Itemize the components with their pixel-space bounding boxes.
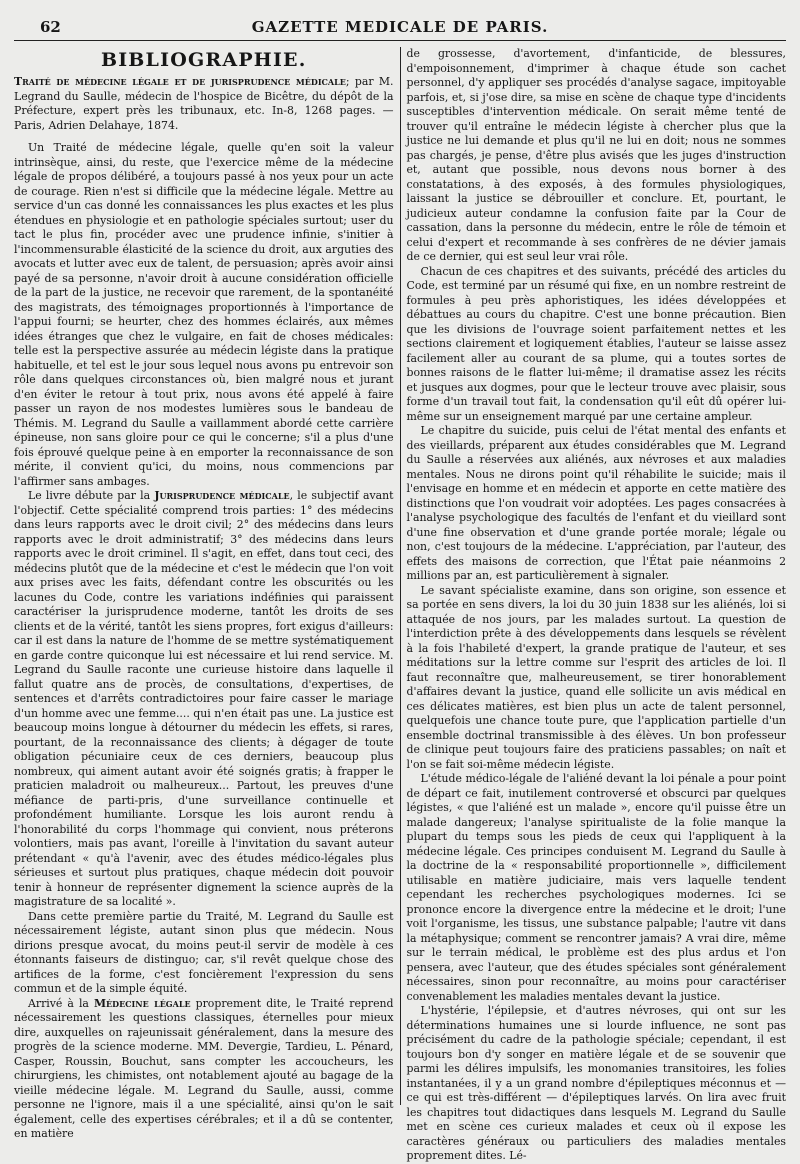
paragraph: Le livre débute par la Jurisprudence médicale, le subjectif avant l'objectif. Cette spécialité comprend trois parties: 1° des médecins dans leurs rapports avec le droit civil; 2° des médecins dans leurs rapports avec le droit administratif; 3° des médecins dans leurs rapports avec le droit criminel. Il s'agit, en effet, dans tout ceci, des médecins plutôt que de la médecine et c'est le médecin que l'on voit aux prises avec les faits, défendant contre les obscurités ou les lacunes du Code, contre les variations indéfinies qui paraissent caractériser la jurisprudence moderne, tantôt les droits de ses clients et de la vérité, tantôt les siens propres, fort exigus d'ailleurs: car il est dans la nature de l'homme de se mettre systématiquement en garde contre quiconque lui est nécessaire et lui rend service. M. Legrand du Saulle raconte une curieuse histoire dans laquelle il fallut quatre ans de procès, de consultations, d'expertises, de sentences et d'arrêts contradictoires pour faire casser le mariage d'un homme avec une femme.... qui n'en était pas une. La justice est beaucoup moins longue à détourner du médecin les effets, si rares, pourtant, de la reconnaissance des clients; à dégager de toute obligation pécuniaire ceux de ces derniers, beaucoup plus nombreux, qui aiment autant avoir été soignés gratis; à frapper le praticien maladroit ou malheureux... Partout, les preuves d'une méfiance de parti-pris, d'une surveillance continuelle et profondément humiliante. Lorsque les lois auront rendu à l'honorabilité du corps l'hommage qui convient, nous préterons volontiers, mais pas avant, l'oreille à l'invitation du savant auteur prétendant « qu'à l'avenir, avec des études médico-légales plus sérieuses et surtout plus pratiques, chaque médecin doit pouvoir tenir à honneur de représenter dignement la science auprès de la magistrature de sa localité ». [14, 489, 394, 908]
bibliographic-reference [14, 75, 394, 133]
paragraph: Chacun de ces chapitres et des suivants, précédé des articles du Code, est terminé par un résumé qui fixe, en un nombre restreint de formules à peu près aphoristiques, les idées développées et débattues au cours du chapitre. C'est une bonne précaution. Bien que les divisions de l'ouvrage soient parfaitement nettes et les sections clairement et logiquement établies, l'auteur se laisse assez facilement aller au courant de sa plume, qui a toutes sortes de bonnes raisons de le flatter lui-même; il dramatise assez les récits et jusques aux dogmes, pour que le lecteur trouve avec plaisir, sous forme d'un travail tout fait, la condensation qu'il eût dû opérer lui-même sur un enseignement marqué par une certaine ampleur. [406, 264, 786, 423]
paragraph: L'étude médico-légale de l'aliéné devant la loi pénale a pour point de départ ce fait, inutilement controversé et obscurci par quelques légistes, « que l'aliéné est un malade », encore qu'il puisse être un malade dangereux; l'analyse spiritualiste de la folie manque la plupart du temps sous les pieds de ceux qui l'appliquent à la médecine légale. Ces principes conduisent M. Legrand du Saulle à la doctrine de la « responsabilité proportionnelle », difficilement utilisable en matière judiciaire, mais vers laquelle tendent cependant les recherches psychologiques modernes. Ici se prononce encore la divergence entre la médecine et le droit; l'une voit l'organisme, les tissus, une substance palpable; l'autre vit dans la métaphysique; comment se rencontrer jamais? A vrai dire, même sur le terrain médical, le problème est des plus ardus et l'on pensera, avec l'auteur, que des études spéciales sont généralement nécessaires, sinon pour reconnaître, au moins pour caractériser convenablement les maladies mentales devant la justice. [406, 772, 786, 1003]
paragraph: Dans cette première partie du Traité, M. Legrand du Saulle est nécessairement légiste, autant sinon plus que médecin. Nous dirions presque avocat, du moins peut-il servir de modèle à ces étonnants faiseurs de distinguo; car, s'il revêt quelque chose des artifices de la forme, c'est foncièrement l'expression du sens commun et de la simple équité. [14, 909, 394, 995]
paragraph: Le savant spécialiste examine, dans son origine, son essence et sa portée en sens divers, la loi du 30 juin 1838 sur les aliénés, loi si attaquée de nos jours, par les malades surtout. La question de l'interdiction prête à des développements dans lesquels se révèlent à la fois l'habileté d'expert, la grande pratique de l'auteur, et ses méditations sur la lettre comme sur l'esprit des articles de loi. Il faut reconnaître que, malheureusement, se tirer honorablement d'affaires devant la justice, quand elle sollicite un avis médical en ces délicates matières, est bien plus un acte de talent personnel, quelquefois une chance toute pure, que l'application partielle d'un ensemble doctrinal transmissible à des élèves. Un bon professeur de clinique peut toujours faire des praticiens passables; on naît et l'on se fait soi-même médecin légiste. [406, 583, 786, 771]
paragraph: de grossesse, d'avortement, d'infanticide, de blessures, d'empoisonnement, d'imprimer à chaque étude son cachet personnel, d'y appliquer ses procédés d'analyse sagace, impitoyable parfois, et, si j'ose dire, sa mise en scène de chaque type d'incidents susceptibles d'intervention médicale. On serait même tenté de trouver qu'il entraîne le médecin légiste à chercher plus que la justice ne lui demande et plus qu'il ne lui en doit; nous ne sommes pas chargés, je pense, d'être plus avisés que les juges d'instruction et, autant que possible, nous devons nous borner à des constatations, à des exposés, à des formules physiologiques, laissant la justice se débrouiller et conclure. Et, pourtant, le judicieux auteur condamne la confusion faite par la Cour de cassation, dans la personne du médecin, entre le rôle de témoin et celui d'expert et recommande à ses confrères de ne dévier jamais de ce dernier, qui est seul leur vrai rôle. [406, 47, 786, 263]
page-number: 62 [40, 18, 61, 36]
text-columns [14, 47, 786, 1162]
paragraph: Arrivé à la Médecine légale proprement dite, le Traité reprend nécessairement les questions classiques, éternelles pour mieux dire, auxquelles on rajeunissait généralement, dans la mesure des progrès de la science moderne. MM. Devergie, Tardieu, L. Pénard, Casper, Roussin, Bouchut, sans compter les accoucheurs, les chirurgiens, les chimistes, ont notablement ajouté au bagage de la vieille médecine légale. M. Legrand du Saulle, aussi, comme personne ne l'ignore, mais il a une spécialité, ainsi qu'on le sait également, celle des expertises cérébrales; et il a dû se contenter, en matière [14, 996, 394, 1140]
paragraph: L'hystérie, l'épilepsie, et d'autres névroses, qui ont sur les déterminations humaines une si lourde influence, ne sont pas précisément du cadre de la pathologie spéciale; cependant, il est toujours bon d'y songer en matière légale et de se souvenir que parmi les délires impulsifs, les monomanies transitoires, les folies instantanées, il y a un grand nombre d'épileptiques méconnus et — ce qui est très-différent — d'épileptiques larvés. On lira avec fruit les chapitres tout didactiques dans lesquels M. Legrand du Saulle met en scène ces curieux malades et ceux où il expose les caractères généraux ou particuliers des maladies mentales proprement dites. Lé- [406, 1004, 786, 1162]
left-column [14, 47, 400, 1140]
journal-title: GAZETTE MEDICALE DE PARIS. [251, 18, 549, 36]
right-column [400, 47, 786, 1162]
page-header [14, 14, 786, 41]
section-title: BIBLIOGRAPHIE. [100, 49, 307, 71]
book-title: Traité de médecine légale et de jurisprudence médicale [14, 75, 346, 88]
book-details: ; par M. Legrand du Saulle, médecin de l'hospice de Bicêtre, du dépôt de la Préfecture, expert près les tribunaux, etc. In-8, 1268 pages. — Paris, Adrien Delahaye, 1874. [14, 75, 394, 132]
paragraph: Un Traité de médecine légale, quelle qu'en soit la valeur intrinsèque, ainsi, du reste, que l'exercice même de la médecine légale de propos délibéré, a toujours passé à nos yeux pour un acte de courage. Rien n'est si difficile que la médecine légale. Mettre au service d'un cas donné les connaissances les plus exactes et les plus étendues en physiologie et en pathologie spéciales surtout; user du tact le plus fin, procéder avec une prudence infinie, s'initier à l'incommensurable élasticité de la science du droit, aux arguties des avocats et lutter avec eux de talent, de persuasion; après avoir ainsi payé de sa personne, n'avoir droit à aucune considération officielle de la part de la justice, ne recevoir que rarement, de la spontanéité des magistrats, des témoignages proportionnés à l'importance de l'appui fourni; se heurter, chez des hommes éclairés, aux mêmes idées étranges que chez le vulgaire, en fait de choses médicales: telle est la perspective assurée au médecin légiste dans la pratique habituelle, et tel est le jour sous lequel nous avons pu entrevoir son rôle dans quelques circonstances où, bien malgré nous et jurant d'en éviter le retour à tout prix, nous avons été appelé à faire passer un rayon de nos modestes lumières sous le bandeau de Thémis. M. Legrand du Saulle a vaillamment abordé cette carrière épineuse, non sans gloire pour ce qui le concerne; s'il a plus d'une fois éprouvé quelque peine à en emporter la reconnaissance de son mérite, il convient qu'ici, du moins, nous commencions par l'affirmer sans ambages. [14, 141, 394, 488]
paragraph: Le chapitre du suicide, puis celui de l'état mental des enfants et des vieillards, préparent aux études considérables que M. Legrand du Saulle a réservées aux aliénés, aux névroses et aux maladies mentales. Nous ne dirons point qu'il réhabilite le suicide; mais il l'envisage en homme et en médecin et apporte en cette matière des distinctions que l'on voudrait voir adoptées. Les pages consacrées à l'analyse psychologique des facultés de l'enfant et du vieillard sont d'une fine observation et d'une grande portée morale; légale ou non, c'est toujours de la médecine. L'appréciation, par l'auteur, des effets des maisons de correction, que l'État paie néanmoins 2 millions par an, est particulièrement à signaler. [406, 424, 786, 582]
